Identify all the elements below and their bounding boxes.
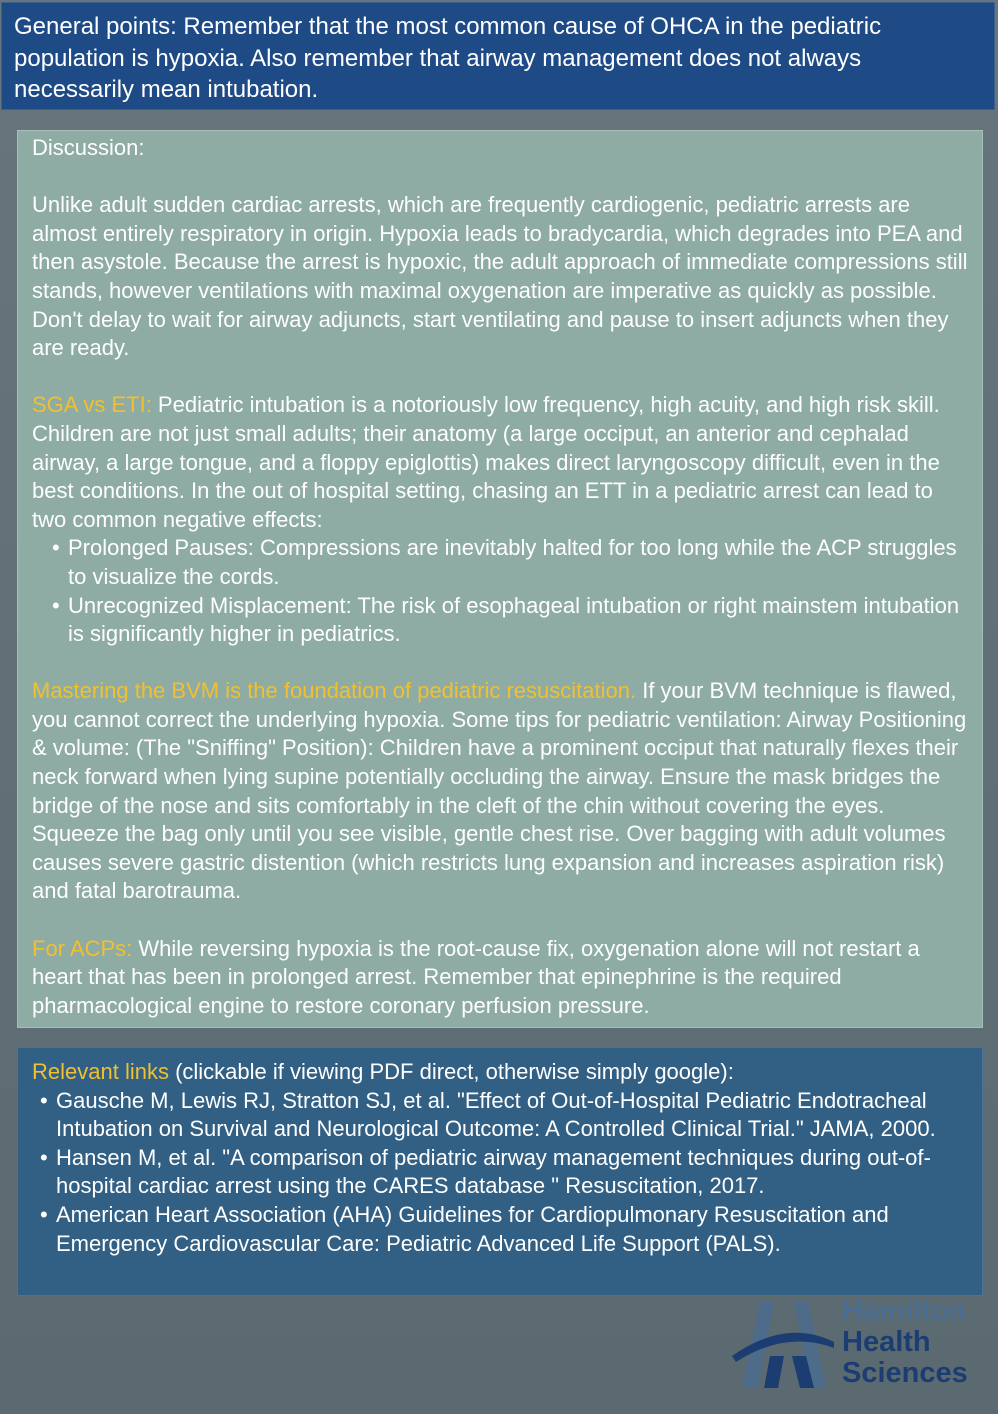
relevant-links-note: (clickable if viewing PDF direct, otherwise simply google): xyxy=(168,1059,734,1084)
logo-wordmark xyxy=(842,1296,992,1389)
logo-line-health: Health xyxy=(842,1326,931,1358)
bvm-label: Mastering the BVM is the foundation of pediatric resuscitation. xyxy=(32,678,637,704)
reference-link[interactable]: • Gausche M, Lewis RJ, Stratton SJ, et al. "Effect of Out-of-Hospital Pediatric Endotracheal Intubation on Survival and Neurological Outcome: A Controlled Clinical Trial." JAMA, 2000. xyxy=(40,1087,970,1144)
acp-text: While reversing hypoxia is the root-cause fix, oxygenation alone will not restart a heart that has been in prolonged arrest. Remember that epinephrine is the required pharmacological engine to restore coronary perfusion pressure. xyxy=(32,935,920,1018)
logo-line-hamilton: Hamilton xyxy=(842,1295,967,1327)
relevant-links-panel xyxy=(17,1047,983,1296)
sga-vs-eti-paragraph xyxy=(32,391,968,534)
negative-effects-list xyxy=(32,534,968,648)
bvm-paragraph xyxy=(32,677,968,906)
discussion-panel xyxy=(17,130,983,1028)
references-list xyxy=(32,1087,970,1259)
discussion-paragraph-intro: Unlike adult sudden cardiac arrests, which are frequently cardiogenic, pediatric arrests are almost entirely respiratory in origin. Hypoxia leads to bradycardia, which degrades into PEA and then asystole. Because the arrest is hypoxic, the adult approach of immediate compressions still stands, however ventilations with maximal oxygenation are imperative as quickly as possible. Don't delay to wait for airway adjuncts, start ventilating and pause to insert adjuncts when they are ready. xyxy=(32,192,968,361)
logo-arch-icon xyxy=(730,1296,842,1392)
general-points-text: General points: Remember that the most common cause of OHCA in the pediatric population is hypoxia. Also remember that airway management does not always necessarily mean intubation. xyxy=(14,13,882,103)
sga-vs-eti-text: Pediatric intubation is a notoriously low frequency, high acuity, and high risk skill. Children are not just small adults; their anatomy (a large occiput, an anterior and cephalad airway, a large tongue, and a floppy epiglottis) makes direct laryngoscopy difficult, even in the best conditions. In the out of hospital setting, chasing an ETT in a pediatric arrest can lead to two common negative effects: xyxy=(32,392,940,532)
bvm-text: If your BVM technique is flawed, you cannot correct the underlying hypoxia. Some tips for pediatric ventilation: Airway Positioning & volume: (The "Sniffing" Position): Children have a prominent occiput that naturally flexes their neck forward when lying supine potentially occluding the airway. Ensure the mask bridges the bridge of the nose and sits comfortably in the cleft of the chin without covering the eyes. Squeeze the bag only until you see visible, gentle chest rise. Over bagging with adult volumes causes severe gastric distention (which restricts lung expansion and increases aspiration risk) and fatal barotrauma. xyxy=(32,678,967,904)
hamilton-health-sciences-logo xyxy=(730,1296,990,1392)
list-item: • Unrecognized Misplacement: The risk of esophageal intubation or right mainstem intubation is significantly higher in pediatrics. xyxy=(52,592,968,649)
list-item: • Prolonged Pauses: Compressions are inevitably halted for too long while the ACP struggles to visualize the cords. xyxy=(52,534,968,591)
sga-vs-eti-label: SGA vs ETI: xyxy=(32,392,152,418)
logo-line-sciences: Sciences xyxy=(842,1357,968,1389)
general-points-banner xyxy=(1,2,995,110)
reference-link[interactable]: • American Heart Association (AHA) Guidelines for Cardiopulmonary Resuscitation and Emergency Cardiovascular Care: Pediatric Advanced Life Support (PALS). xyxy=(40,1201,970,1258)
relevant-links-heading xyxy=(32,1058,970,1087)
acp-label: For ACPs: xyxy=(32,935,133,961)
acp-paragraph xyxy=(32,935,968,1021)
relevant-links-label: Relevant links xyxy=(32,1059,169,1084)
reference-link[interactable]: • Hansen M, et al. "A comparison of pediatric airway management techniques during out-of-hospital cardiac arrest using the CARES database " Resuscitation, 2017. xyxy=(40,1144,970,1201)
discussion-heading: Discussion: xyxy=(32,135,145,160)
